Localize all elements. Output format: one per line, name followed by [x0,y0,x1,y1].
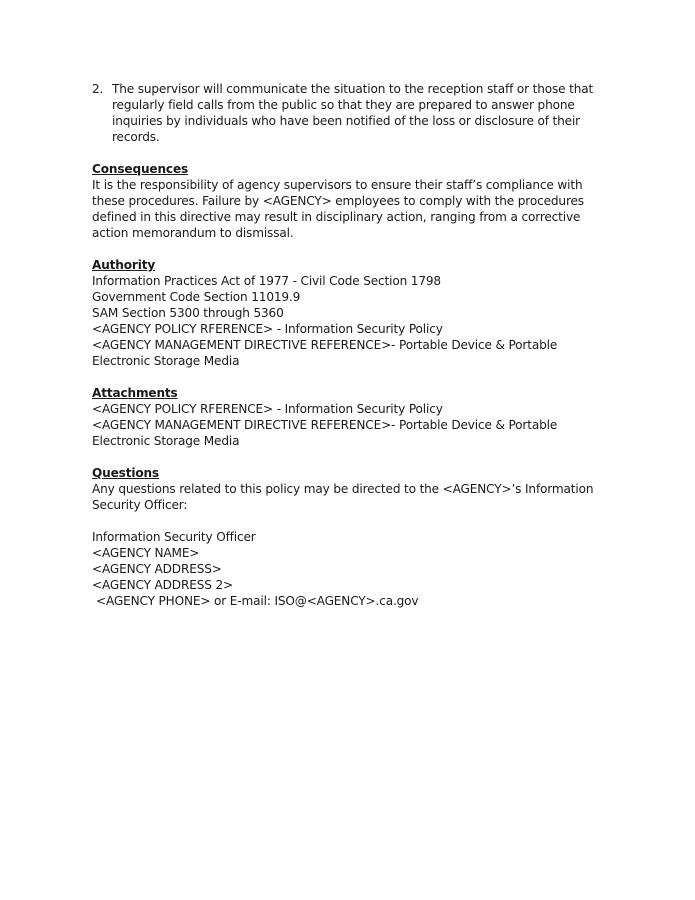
spacer [92,449,602,465]
reference-line: Electronic Storage Media [92,434,240,448]
spacer [92,513,602,529]
paragraph-line: records. [112,130,160,144]
paragraph-line: inquiries by individuals who have been notified of the loss or disclosure of their [112,114,580,128]
paragraph-line: Security Officer: [92,498,188,512]
reference-line: <AGENCY MANAGEMENT DIRECTIVE REFERENCE>- Portable Device & Portable [92,338,558,352]
list-number: 2. [92,82,104,96]
contact-address-2: <AGENCY ADDRESS 2> [92,578,233,592]
paragraph-line: regularly field calls from the public so that they are prepared to answer phone [112,98,575,112]
contact-agency-name: <AGENCY NAME> [92,546,200,560]
consequences-section [92,161,602,241]
paragraph-line: action memorandum to dismissal. [92,226,294,240]
reference-line: <AGENCY MANAGEMENT DIRECTIVE REFERENCE>- Portable Device & Portable [92,418,558,432]
paragraph-line: It is the responsibility of agency supervisors to ensure their staff’s compliance with [92,178,583,192]
reference-line: Electronic Storage Media [92,354,240,368]
reference-line: Government Code Section 11019.9 [92,290,301,304]
spacer [92,369,602,385]
authority-section [92,257,602,369]
attachments-section [92,385,602,449]
contact-phone-email: <AGENCY PHONE> or E-mail: ISO@<AGENCY>.ca.gov [96,594,419,608]
paragraph-line: defined in this directive may result in disciplinary action, ranging from a corrective [92,210,581,224]
numbered-list-item [92,81,602,145]
reference-line: <AGENCY POLICY RFERENCE> - Information Security Policy [92,402,443,416]
paragraph-line: Any questions related to this policy may be directed to the <AGENCY>’s Information [92,482,594,496]
contact-address: <AGENCY ADDRESS> [92,562,222,576]
section-heading: Authority [92,258,156,272]
section-heading: Consequences [92,162,189,176]
reference-line: SAM Section 5300 through 5360 [92,306,284,320]
spacer [92,145,602,161]
document-body [92,81,602,609]
paragraph-line: these procedures. Failure by <AGENCY> employees to comply with the procedures [92,194,584,208]
reference-line: <AGENCY POLICY RFERENCE> - Information Security Policy [92,322,443,336]
questions-section [92,465,602,609]
reference-line: Information Practices Act of 1977 - Civil Code Section 1798 [92,274,441,288]
spacer [92,241,602,257]
section-heading: Attachments [92,386,178,400]
paragraph-line: The supervisor will communicate the situation to the reception staff or those that [112,82,594,96]
contact-title: Information Security Officer [92,530,256,544]
section-heading: Questions [92,466,159,480]
